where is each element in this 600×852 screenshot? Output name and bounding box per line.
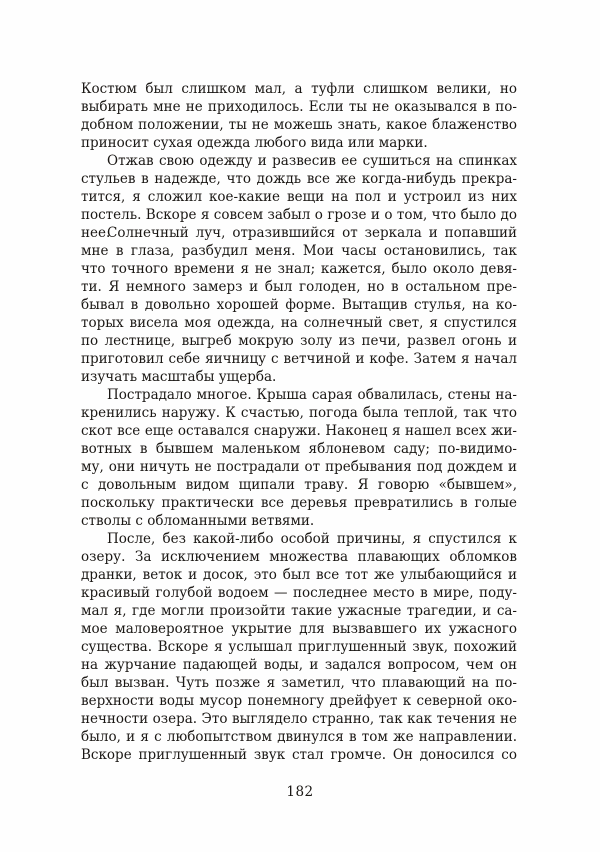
text-line: вотных в бывшем маленьком яблоневом саду; по-видимо- [81,441,517,457]
text-line: было, и я с любопытством двинулся в том же направлении. [81,729,517,745]
text-line: тится, я сложил кое-какие вещи на пол и устроил из них [81,189,517,205]
text-line: ти. Я немного замерз и был голоден, но в остальном пре- [81,279,517,295]
page-text [81,80,517,764]
text-line: с довольным видом щипали траву. Я говорю «бывшем», [81,477,517,493]
text-line: стульев в надежде, что дождь все же когда-нибудь прекра- [81,171,517,187]
text-line: кренились наружу. К счастью, погода была теплой, так что [81,405,517,421]
text-line: нечности озера. Это выглядело странно, так как течения не [81,711,517,727]
text-line: постель. Вскоре я совсем забыл о грозе и о том, что было до нее. [81,207,517,241]
text-line: озеру. За исключением множества плавающих обломков [81,549,517,565]
text-line: был вызван. Чуть позже я заметил, что плавающий на по- [81,675,517,691]
text-line: мал я, где могли произойти такие ужасные трагедии, и са- [81,603,517,619]
text-line: мое маловероятное укрытие для вызвавшего их ужасного [81,621,517,637]
text-line: выбирать мне не приходилось. Если ты не оказывался в по- [81,99,517,115]
text-line: стволы с обломанными ветвями. [81,513,315,529]
text-line: Отжав свою одежду и развесив ее сушиться на спинках [107,153,517,169]
text-line: поскольку практически все деревья превратились в голые [81,495,517,511]
text-line: по лестнице, выгреб мокрую золу из печи, развел огонь и [81,333,517,349]
text-line: му, они ничуть не пострадали от пребывания под дождем и [81,459,517,475]
text-line: приготовил себе яичницу с ветчиной и кофе. Затем я начал [81,351,517,367]
text-line: торых висела моя одежда, на солнечный свет, я спустился [81,315,517,331]
text-line: дранки, веток и досок, это был все тот же улыбающийся и [81,567,517,583]
text-line: верхности воды мусор понемногу дрейфует к северной око- [81,693,517,709]
paragraph [81,530,517,764]
text-line: что точного времени я не знал; кажется, было около девя- [81,261,517,277]
paragraph [81,80,517,152]
text-line: бывал в довольно хорошей форме. Вытащив стулья, на ко- [81,297,517,313]
text-line: Солнечный луч, отразившийся от зеркала и попавший [107,225,517,241]
text-line: приносит сухая одежда любого вида или марки. [81,135,428,151]
text-line: скот все еще оставался снаружи. Наконец я нашел всех жи- [81,423,517,439]
text-line: красивый голубой водоем — последнее место в мире, поду- [81,585,517,601]
text-line: изучать масштабы ущерба. [81,369,277,385]
text-line: добном положении, ты не можешь знать, какое блаженство [81,117,517,133]
text-line: Вскоре приглушенный звук стал громче. Он доносился со [81,747,517,763]
text-line: Пострадало многое. Крыша сарая обвалилась, стены на- [107,387,517,403]
paragraph [81,386,517,530]
text-line: на журчание падающей воды, и задался вопросом, чем он [81,657,517,673]
page-number: 182 [286,784,314,800]
paragraph [81,224,517,386]
text-line: мне в глаза, разбудил меня. Мои часы остановились, так [81,243,517,259]
text-line: После, без какой-либо особой причины, я спустился к [107,531,517,547]
text-line: существа. Вскоре я услышал приглушенный звук, похожий [81,639,517,655]
text-line: Костюм был слишком мал, а туфли слишком велики, но [81,81,517,97]
